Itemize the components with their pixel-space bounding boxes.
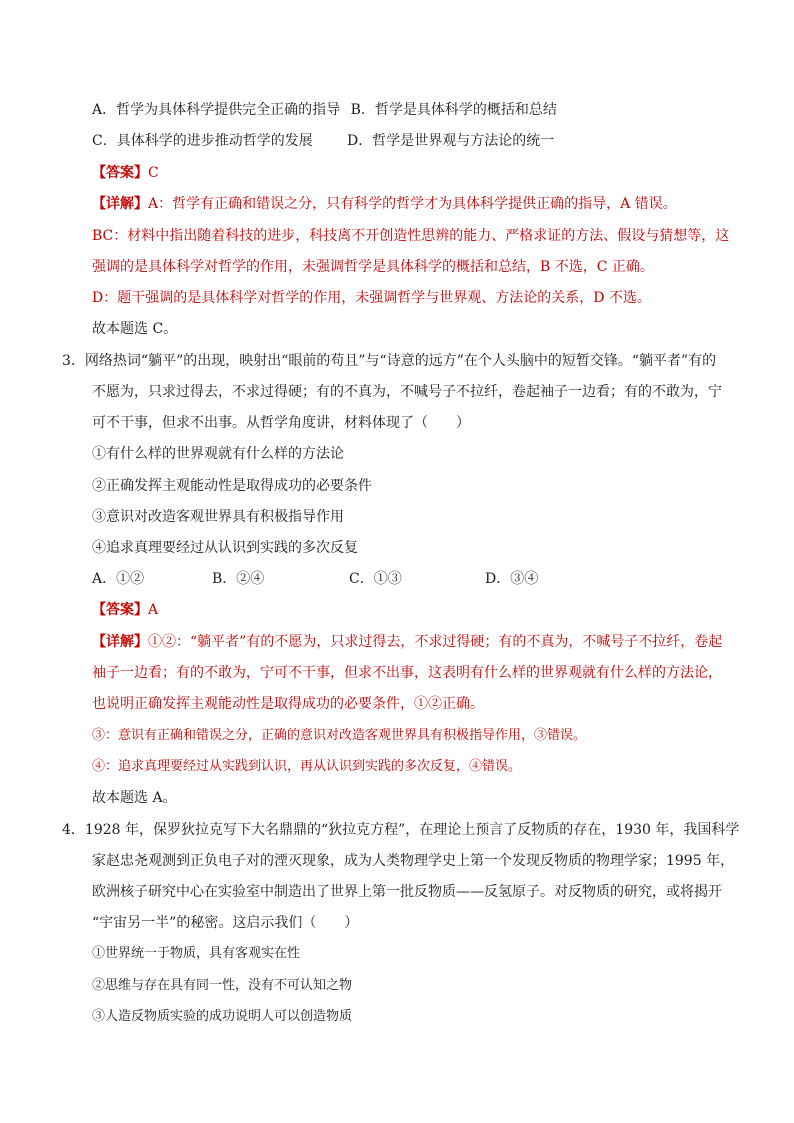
q2-answer: [92, 163, 159, 183]
q2-option-d: D．哲学是世界观与方法论的统一: [347, 133, 555, 149]
q3-detail-line-2: 袖子一边看；有的不敢为，宁可不干事，但求不出事，这表明有什么样的世界观就有什么样的方法论，: [92, 665, 722, 681]
q3-detail-line-4: ③：意识有正确和错误之分，正确的意识对改造客观世界具有积极指导作用，③错误。: [92, 728, 587, 743]
q2-option-c: C．具体科学的进步推动哲学的发展: [92, 133, 313, 149]
q3-option-a: A．①②: [92, 571, 145, 587]
q2-detail-line-2: BC：材料中指出随着科技的进步，科技离不开创造性思辨的能力、严格求证的方法、假设与猜想等，这: [92, 228, 730, 244]
q4-stem-line-4: “宇宙另一半”的秘密。这启示我们（ ）: [92, 915, 359, 931]
q3-answer-label: 【答案】: [92, 602, 148, 618]
q4-stem-line-1: 4．1928 年，保罗狄拉克写下大名鼎鼎的“狄拉克方程”，在理论上预言了反物质的存在，1930 年，我国科学: [62, 822, 740, 838]
q4-item-1: ①世界统一于物质，具有客观实在性: [92, 946, 301, 961]
q4-stem-line-3: 欧洲核子研究中心在实验室中制造出了世界上第一批反物质——反氢原子。对反物质的研究，或将揭开: [92, 884, 722, 900]
q3-conclusion: 故本题选 A。: [92, 790, 177, 806]
q2-conclusion: 故本题选 C。: [92, 321, 178, 337]
q3-option-b: B．②④: [212, 571, 265, 587]
q3-detail-label: 【详解】: [92, 634, 148, 650]
q4-stem-line-2: 家赵忠尧观测到正负电子对的湮灭现象，成为人类物理学史上第一个发现反物质的物理学家；1995 年，: [92, 853, 735, 869]
q3-item-2: ②正确发挥主观能动性是取得成功的必要条件: [92, 478, 372, 494]
q3-detail-line-5: ④：追求真理要经过从实践到认识，再从认识到实践的多次反复，④错误。: [92, 759, 522, 774]
q2-option-a: A．哲学为具体科学提供完全正确的指导: [92, 102, 341, 118]
q4-item-2: ②思维与存在具有同一性，没有不可认知之物: [92, 978, 353, 993]
q2-detail-line-3: 强调的是具体科学对哲学的作用，未强调哲学是具体科学的概括和总结，B 不选，C 正确。: [92, 259, 654, 275]
q3-detail-line-3: 也说明正确发挥主观能动性是取得成功的必要条件，①②正确。: [92, 696, 484, 712]
q3-stem-line-1: 3．网络热词“躺平”的出现，映射出“眼前的苟且”与“诗意的远方”在个人头脑中的短暂交锋。“躺平者”有的: [62, 353, 717, 369]
q3-item-1: ①有什么样的世界观就有什么样的方法论: [92, 446, 344, 462]
q3-item-3: ③意识对改造客观世界具有积极指导作用: [92, 509, 344, 525]
q2-detail-line-4: D：题干强调的是具体科学对哲学的作用，未强调哲学与世界观、方法论的关系，D 不选。: [92, 290, 651, 306]
q2-answer-value: C: [148, 165, 159, 181]
q3-stem-line-2: 不愿为，只求过得去，不求过得硬；有的不真为，不喊号子不拉纤，卷起袖子一边看；有的不敢为，宁: [92, 384, 722, 400]
q4-item-3: ③人造反物质实验的成功说明人可以创造物质: [92, 1009, 353, 1024]
q2-option-b: B．哲学是具体科学的概括和总结: [350, 102, 557, 118]
q3-item-4: ④追求真理要经过从认识到实践的多次反复: [92, 540, 358, 556]
q2-detail-line-1: [92, 194, 677, 214]
q2-detail-text: A：哲学有正确和错误之分，只有科学的哲学才为具体科学提供正确的指导，A 错误。: [148, 196, 677, 212]
q3-answer-value: A: [148, 602, 159, 618]
q3-detail-line-1: [92, 632, 722, 652]
q2-detail-label: 【详解】: [92, 196, 148, 212]
q2-answer-label: 【答案】: [92, 165, 148, 181]
q3-detail-text: ①②：“躺平者”有的不愿为，只求过得去，不求过得硬；有的不真为，不喊号子不拉纤，卷起: [148, 634, 723, 650]
q3-option-c: C．①③: [349, 571, 402, 587]
q3-option-d: D．③④: [485, 571, 539, 587]
q2-options-row1: [92, 100, 557, 120]
q3-answer: [92, 600, 158, 620]
q3-stem-line-3: 可不干事，但求不出事。从哲学角度讲，材料体现了（ ）: [92, 415, 470, 431]
